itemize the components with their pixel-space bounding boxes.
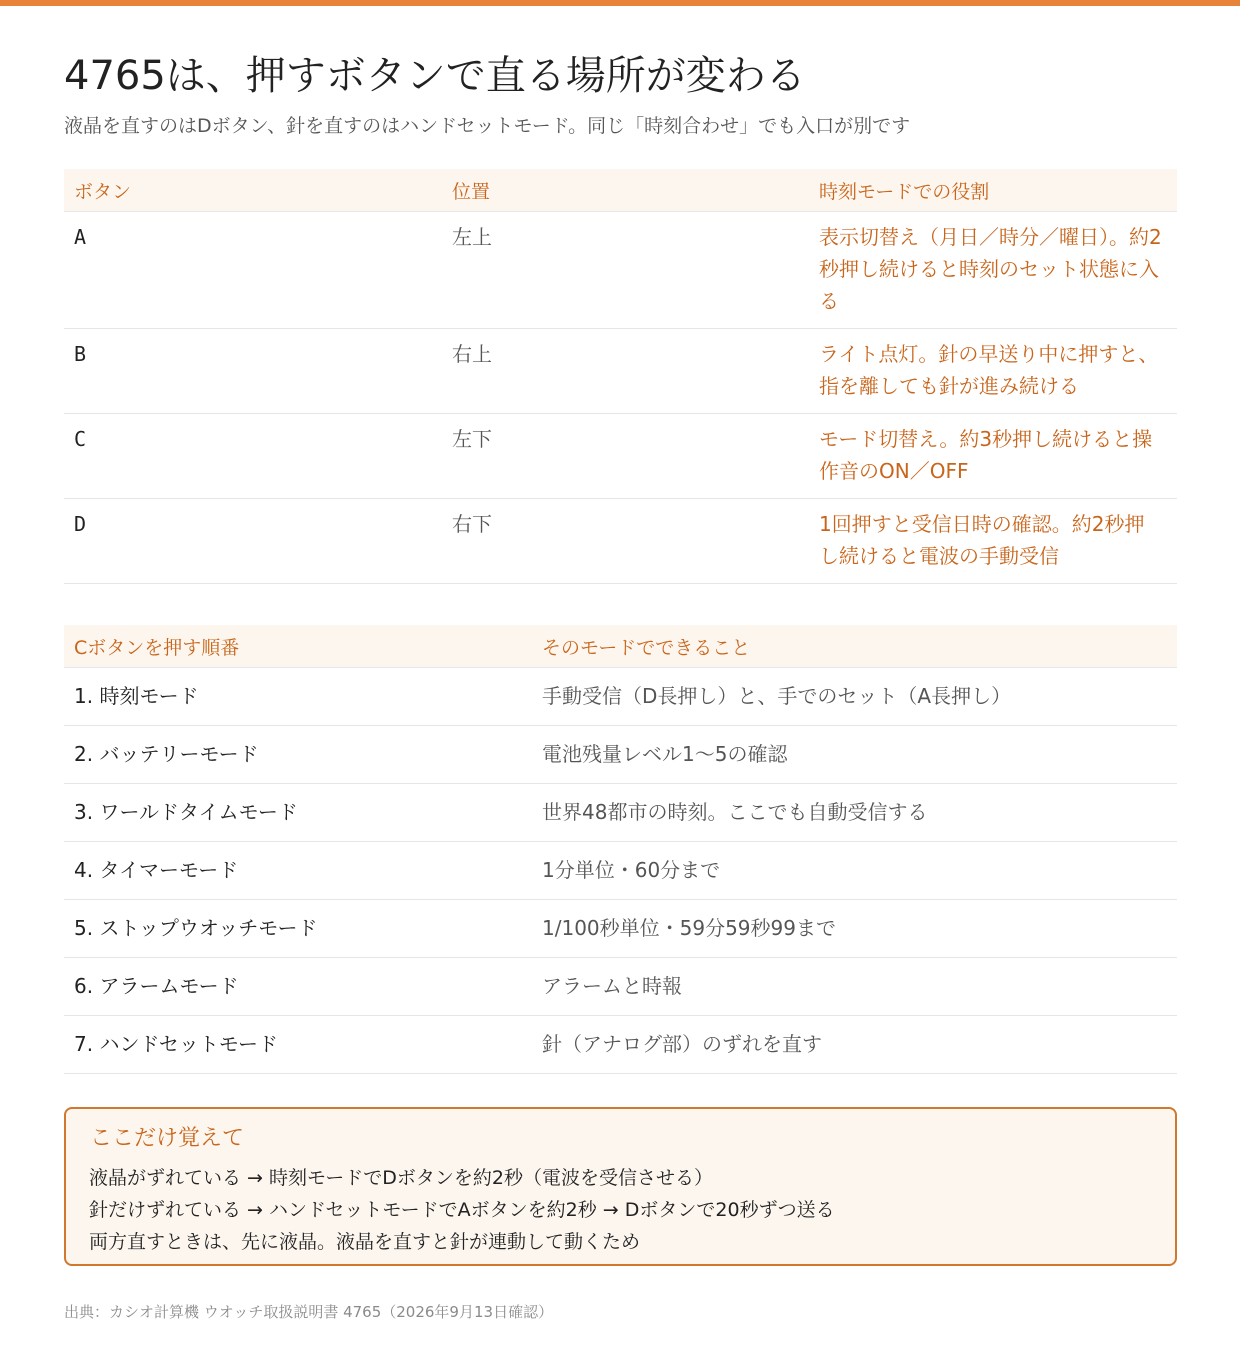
table-row	[64, 900, 1177, 958]
table-row	[64, 958, 1177, 1016]
buttons-table-header	[64, 169, 1177, 212]
mode-name: 4. タイマーモード	[64, 842, 532, 900]
mode-name: 2. バッテリーモード	[64, 726, 532, 784]
page-subtitle: 液晶を直すのはDボタン、針を直すのはハンドセットモード。同じ「時刻合わせ」でも入口が別です	[64, 115, 911, 137]
mode-name: 5. ストップウオッチモード	[64, 900, 532, 958]
button-position: 右上	[442, 329, 809, 414]
table-row	[64, 1016, 1177, 1074]
mode-function: 手動受信（D長押し）と、手でのセット（A長押し）	[532, 668, 1177, 726]
header-mode-order: Cボタンを押す順番	[64, 625, 532, 668]
key-point-line: 両方直すときは、先に液晶。液晶を直すと針が連動して動くため	[89, 1231, 641, 1253]
buttons-table	[64, 169, 1177, 584]
key-points-title: ここだけ覚えて	[90, 1126, 245, 1151]
header-position: 位置	[442, 169, 809, 212]
mode-function: 世界48都市の時刻。ここでも自動受信する	[532, 784, 1177, 842]
modes-table-header	[64, 625, 1177, 668]
button-role: 表示切替え（月日／時分／曜日）。約2秒押し続けると時刻のセット状態に入る	[809, 212, 1177, 329]
button-name: C	[64, 414, 442, 499]
table-row	[64, 329, 1177, 414]
button-name: A	[64, 212, 442, 329]
top-accent-bar	[0, 0, 1240, 6]
button-name: B	[64, 329, 442, 414]
table-row	[64, 726, 1177, 784]
header-mode-function: そのモードでできること	[532, 625, 1177, 668]
key-points-box	[64, 1107, 1177, 1266]
button-position: 左下	[442, 414, 809, 499]
mode-name: 6. アラームモード	[64, 958, 532, 1016]
button-role: 1回押すと受信日時の確認。約2秒押し続けると電波の手動受信	[809, 499, 1177, 584]
header-button: ボタン	[64, 169, 442, 212]
table-row	[64, 212, 1177, 329]
key-point-line: 液晶がずれている → 時刻モードでDボタンを約2秒（電波を受信させる）	[89, 1167, 713, 1189]
mode-name: 7. ハンドセットモード	[64, 1016, 532, 1074]
button-name: D	[64, 499, 442, 584]
button-role: ライト点灯。針の早送り中に押すと、指を離しても針が進み続ける	[809, 329, 1177, 414]
mode-name: 3. ワールドタイムモード	[64, 784, 532, 842]
mode-function: 針（アナログ部）のずれを直す	[532, 1016, 1177, 1074]
button-role: モード切替え。約3秒押し続けると操作音のON／OFF	[809, 414, 1177, 499]
table-row	[64, 414, 1177, 499]
mode-function: アラームと時報	[532, 958, 1177, 1016]
key-point-line: 針だけずれている → ハンドセットモードでAボタンを約2秒 → Dボタンで20秒ずつ送る	[89, 1199, 835, 1221]
mode-function: 電池残量レベル1〜5の確認	[532, 726, 1177, 784]
modes-table	[64, 625, 1177, 1074]
page-title: 4765は、押すボタンで直る場所が変わる	[64, 53, 806, 99]
table-row	[64, 499, 1177, 584]
mode-function: 1/100秒単位・59分59秒99まで	[532, 900, 1177, 958]
button-position: 左上	[442, 212, 809, 329]
mode-name: 1. 時刻モード	[64, 668, 532, 726]
table-row	[64, 784, 1177, 842]
table-row	[64, 842, 1177, 900]
button-position: 右下	[442, 499, 809, 584]
source-citation: 出典：カシオ計算機 ウオッチ取扱説明書 4765（2026年9月13日確認）	[64, 1303, 554, 1321]
table-row	[64, 668, 1177, 726]
header-role: 時刻モードでの役割	[809, 169, 1177, 212]
mode-function: 1分単位・60分まで	[532, 842, 1177, 900]
